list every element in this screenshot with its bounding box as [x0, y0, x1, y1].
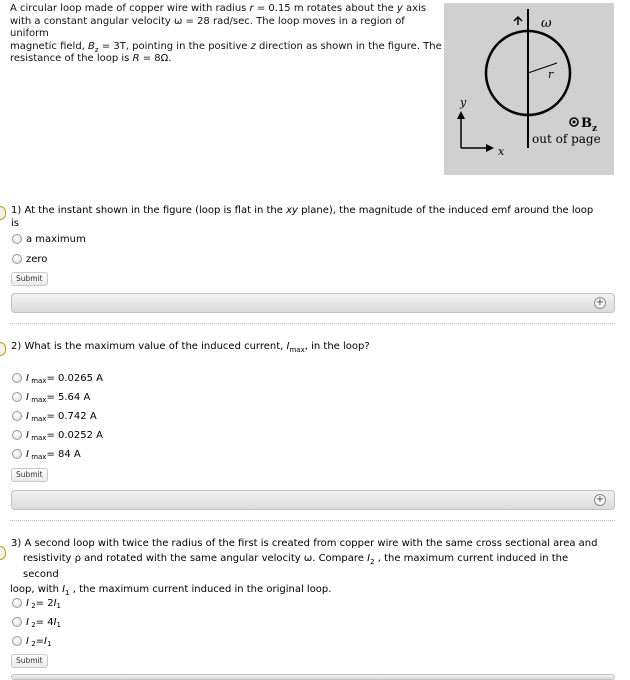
radio-button[interactable]: [12, 373, 22, 383]
q2-submit-button[interactable]: Submit: [11, 468, 48, 482]
figure-drawing: [444, 3, 614, 175]
out-of-page-label: out of page: [532, 132, 601, 146]
question-1-marker-icon: [0, 206, 6, 220]
omega-label: ω: [541, 16, 552, 31]
expand-icon[interactable]: +: [595, 494, 605, 505]
q1-feedback-bar[interactable]: [11, 293, 615, 313]
divider: [10, 520, 615, 521]
rotation-arrow-icon: [514, 17, 522, 25]
q2-option-5[interactable]: I max = 84 A: [12, 446, 81, 462]
q1-option-maximum[interactable]: a maximum: [12, 231, 86, 247]
x-axis-label: x: [498, 145, 505, 158]
q3-feedback-bar[interactable]: [11, 674, 615, 680]
q3-option-2[interactable]: I 2 = 4 I 1: [12, 614, 61, 630]
q3-option-3[interactable]: I 2 = I 1: [12, 633, 51, 649]
q1-option-zero[interactable]: zero: [12, 251, 47, 267]
q2-feedback-bar[interactable]: [11, 490, 615, 510]
radio-button[interactable]: [12, 254, 22, 264]
q3-submit-button[interactable]: Submit: [11, 654, 48, 668]
y-axis-label: y: [460, 96, 467, 109]
q1-submit-button[interactable]: Submit: [11, 272, 48, 286]
radio-button[interactable]: [12, 636, 22, 646]
question-3-marker-icon: [0, 546, 6, 560]
question-2-text: 2) What is the maximum value of the induced current, $I_{max}$, in the loop?: [11, 341, 370, 354]
expand-icon[interactable]: +: [595, 297, 605, 308]
radio-button[interactable]: [12, 617, 22, 627]
r-label: r: [548, 68, 554, 81]
radio-button[interactable]: [12, 392, 22, 402]
bz-subscript: z: [592, 124, 598, 134]
rotating-loop-figure: [444, 3, 614, 175]
q2-option-4[interactable]: I max = 0.0252 A: [12, 427, 103, 443]
radio-button[interactable]: [12, 234, 22, 244]
radio-button[interactable]: [12, 449, 22, 459]
radio-button[interactable]: [12, 411, 22, 421]
x-axis-arrow-icon: [486, 144, 494, 152]
radio-button[interactable]: [12, 430, 22, 440]
divider: [10, 323, 615, 324]
question-1-text: 1) At the instant shown in the figure (loop is flat in the xy plane), the magnitude of the induced emf around the loop is: [11, 205, 594, 229]
problem-intro: A circular loop made of copper wire with radius r = 0.15 m rotates about the y axis with a constant angular velocity ω = 28 rad/sec. The loop moves in a region of uniform magnetic field, $B_z = 3T$, pointing in the positive z direction as shown in the figure. The resistance of the loop is R = 8Ω.: [10, 3, 442, 64]
q2-option-3[interactable]: I max = 0.742 A: [12, 408, 97, 424]
question-2-marker-icon: [0, 342, 6, 356]
q2-option-2[interactable]: I max = 5.64 A: [12, 389, 90, 405]
bz-label: B: [581, 116, 592, 131]
q2-option-1[interactable]: I max = 0.0265 A: [12, 370, 103, 386]
y-axis-arrow-icon: [457, 111, 465, 119]
question-3-text: 3) A second loop with twice the radius of the first is created from copper wire with the same cross sectional area and resistivity ρ and rotated with the same angular velocity ω. Compare $I_2$ , the maximum current induced in the second loop, with $I_1$ , the maximum current induced in the original loop.: [10, 538, 598, 597]
radio-button[interactable]: [12, 598, 22, 608]
q3-option-1[interactable]: I 2 = 2 I 1: [12, 595, 61, 611]
